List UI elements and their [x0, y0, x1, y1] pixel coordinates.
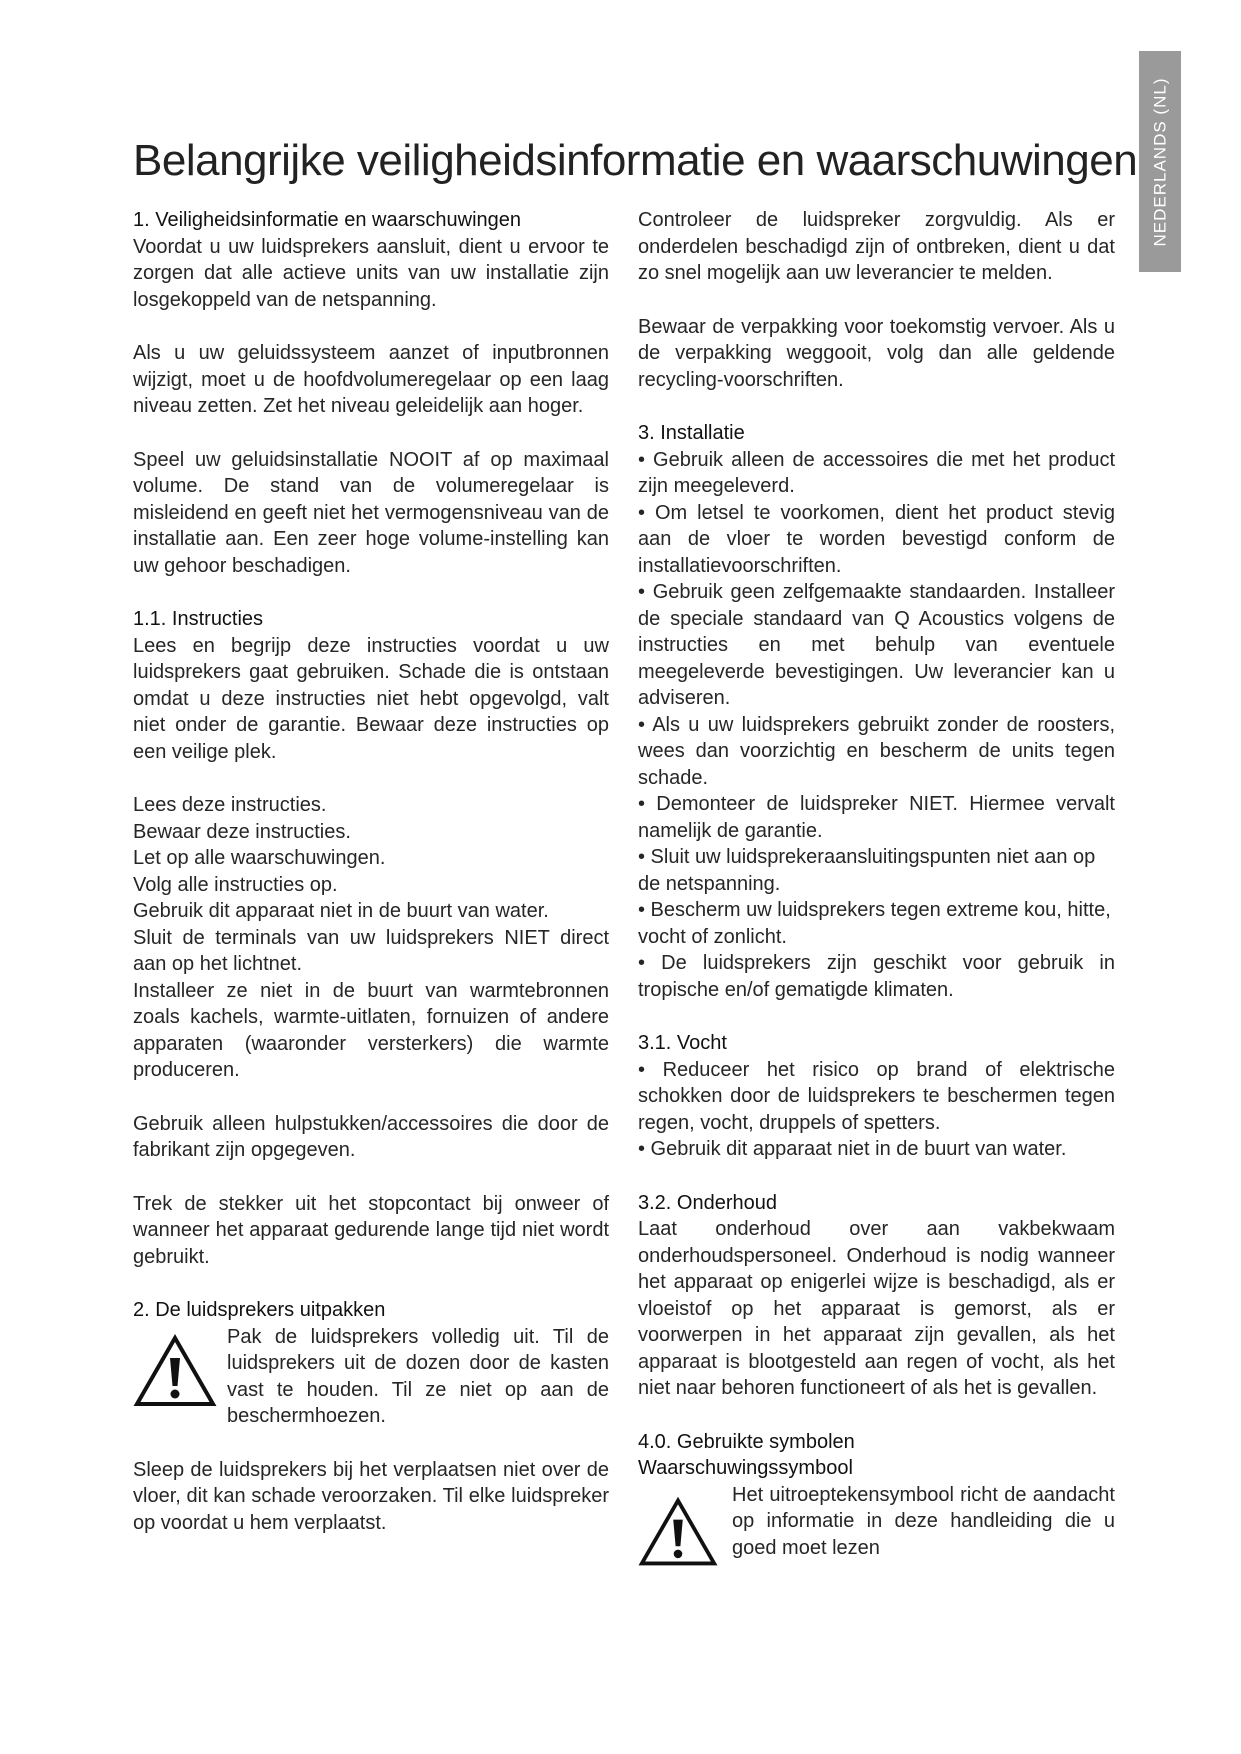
section-1-paragraph-1: Voordat u uw luidsprekers aansluit, dient u ervoor te zorgen dat alle actieve units van uw installatie zijn losgekoppeld van de netspanning.: [133, 235, 609, 311]
section-3-1-heading: 3.1. Vocht: [638, 1032, 727, 1054]
installation-bullet: • Demonteer de luidspreker NIET. Hiermee vervalt namelijk de garantie.: [638, 793, 1115, 842]
unpack-warning-text: Pak de luidsprekers volledig uit. Til de luidsprekers uit de dozen door de kasten vast te houden. Til ze niet op aan de beschermhoezen.: [227, 1325, 609, 1427]
installation-bullet: • Gebruik geen zelfgemaakte standaarden. Installeer de speciale standaard van Q Acoustics volgens de instructies en met behulp van eventuele meegeleverde bevestigingen. Uw leverancier kan u adviseren.: [638, 581, 1115, 709]
list-item: Bewaar deze instructies.: [133, 820, 351, 843]
packaging-paragraph: Bewaar de verpakking voor toekomstig vervoer. Als u de verpakking weggooit, volg dan alle geldende recycling-voorschriften.: [638, 315, 1115, 391]
page-title: Belangrijke veiligheidsinformatie en waarschuwingen: [133, 136, 1138, 185]
symbol-warning-block: [638, 1482, 1115, 1568]
right-column: [638, 207, 1115, 1568]
check-paragraph: Controleer de luidspreker zorgvuldig. Als er onderdelen beschadigd zijn of ontbreken, dient u dat zo snel mogelijk aan uw leverancier te melden.: [638, 209, 1115, 284]
section-2-heading: 2. De luidsprekers uitpakken: [133, 1299, 386, 1321]
section-1-1-heading: 1.1. Instructies: [133, 608, 264, 630]
warning-symbol-subheading: Waarschuwingssymbool: [638, 1457, 853, 1479]
section-3-2-heading: 3.2. Onderhoud: [638, 1191, 777, 1214]
installation-bullet: • De luidsprekers zijn geschikt voor gebruik in tropische en/of gematigde klimaten.: [638, 952, 1115, 1001]
list-item: Let op alle waarschuwingen.: [133, 847, 386, 869]
section-1-heading: 1. Veiligheidsinformatie en waarschuwingen: [133, 209, 522, 231]
warning-triangle-icon: [638, 1496, 718, 1568]
accessories-note: Gebruik alleen hulpstukken/accessoires die door de fabrikant zijn opgegeven.: [133, 1112, 609, 1161]
installation-bullet: • Bescherm uw luidsprekers tegen extreme kou, hitte, vocht of zonlicht.: [638, 899, 1111, 948]
list-item: Gebruik dit apparaat niet in de buurt van water.: [133, 900, 549, 922]
language-tab-label: NEDERLANDS (NL): [1150, 77, 1170, 246]
moisture-bullet: • Gebruik dit apparaat niet in de buurt van water.: [638, 1138, 1067, 1160]
installation-bullet: • Gebruik alleen de accessoires die met het product zijn meegeleverd.: [638, 448, 1115, 497]
section-1-paragraph-2: Als u uw geluidssysteem aanzet of inputbronnen wijzigt, moet u de hoofdvolumeregelaar op een laag niveau zetten. Zet het niveau geleidelijk aan hoger.: [133, 342, 609, 417]
unpack-warning-block: [133, 1324, 609, 1430]
section-1-paragraph-3: Speel uw geluidsinstallatie NOOIT af op maximaal volume. De stand van de volumeregelaar is misleidend en geeft niet het vermogensniveau van de installatie aan. Een zeer hoge volume-instelling kan uw gehoor beschadigen.: [133, 448, 609, 577]
warning-triangle-icon: [133, 1334, 217, 1408]
section-3-heading: 3. Installatie: [638, 422, 745, 444]
left-column: [133, 207, 609, 1536]
symbol-warning-text: Het uitroeptekensymbool richt de aandacht op informatie in deze handleiding die u goed moet lezen: [732, 1483, 1115, 1559]
terminals-warning: Sluit de terminals van uw luidsprekers NIET direct aan op het lichtnet.: [133, 926, 609, 975]
section-1-1-paragraph: Lees en begrijp deze instructies voordat u uw luidsprekers gaat gebruiken. Schade die is ontstaan omdat u deze instructies niet hebt opgevolgd, valt niet onder de garantie. Bewaar deze instructies op een veilige plek.: [133, 634, 609, 763]
installation-bullet: • Om letsel te voorkomen, dient het product stevig aan de vloer te worden bevestigd conform de installatievoorschriften.: [638, 501, 1115, 577]
list-item: Lees deze instructies.: [133, 794, 327, 816]
moisture-bullet: • Reduceer het risico op brand of elektrische schokken door de luidsprekers te beschermen tegen regen, vocht, druppels of spetters.: [638, 1058, 1115, 1134]
installation-bullet: • Sluit uw luidsprekeraansluitingspunten niet aan op de netspanning.: [638, 846, 1096, 895]
installation-bullet: • Als u uw luidsprekers gebruikt zonder de roosters, wees dan voorzichtig en bescherm de units tegen schade.: [638, 713, 1115, 789]
section-4-0-heading: 4.0. Gebruikte symbolen: [638, 1430, 855, 1453]
language-tab: [1139, 51, 1181, 272]
unplug-note: Trek de stekker uit het stopcontact bij onweer of wanneer het apparaat gedurende lange tijd niet wordt gebruikt.: [133, 1192, 609, 1268]
drag-warning: Sleep de luidsprekers bij het verplaatsen niet over de vloer, dit kan schade veroorzaken. Til elke luidspreker op voordat u hem verplaatst.: [133, 1458, 609, 1534]
list-item: Volg alle instructies op.: [133, 873, 338, 896]
heat-warning: Installeer ze niet in de buurt van warmtebronnen zoals kachels, warmte-uitlaten, fornuizen of andere apparaten (waaronder versterkers) die warmte produceren.: [133, 979, 609, 1081]
instruction-list: [133, 792, 609, 925]
maintenance-paragraph: Laat onderhoud over aan vakbekwaam onderhoudspersoneel. Onderhoud is nodig wanneer het apparaat op enigerlei wijze is beschadigd, als er vloeistof op het apparaat is gemorst, als er voorwerpen in het apparaat zijn gevallen, als het apparaat is blootgesteld aan regen of vocht, als het niet naar behoren functioneert of als het is gevallen.: [638, 1218, 1115, 1399]
